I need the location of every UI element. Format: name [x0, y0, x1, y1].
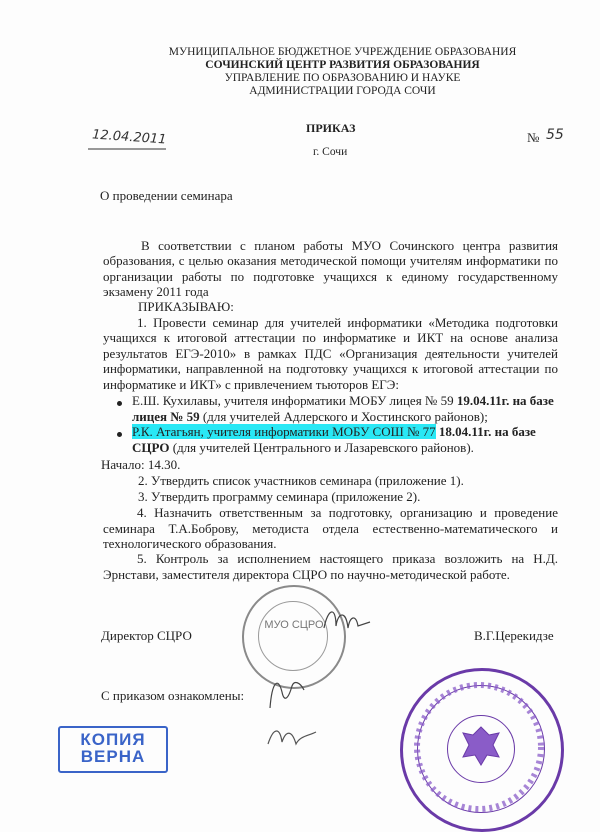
bullet-dot-1: [117, 401, 122, 406]
item-4-text: 4. Назначить ответственным за подготовку, организацию и проведение семинара Т.А.Боброву, методиста отдела естественно-математического и технологического образования.: [103, 505, 558, 551]
acknowledged-label: С приказом ознакомлены:: [101, 688, 245, 703]
order-title: ПРИКАЗ: [306, 121, 356, 135]
item-3: 3. Утвердить программу семинара (приложение 2).: [138, 489, 421, 504]
copy-stamp: КОПИЯ ВЕРНА: [58, 726, 168, 773]
letterhead: [0, 46, 600, 98]
official-stamp: [400, 668, 564, 832]
bullet-2-audience: (для учителей Центрального и Лазаревского районов).: [172, 439, 474, 455]
bullet-2-text: [132, 424, 560, 455]
order-number-label: №: [527, 130, 540, 145]
bullet-dot-2: [117, 432, 122, 437]
signature-position: Директор СЦРО: [101, 628, 192, 643]
order-number: 55: [546, 127, 564, 143]
subject-line: О проведении семинара: [100, 188, 233, 203]
signature-2: [262, 722, 322, 752]
item-5-text: 5. Контроль за исполнением настоящего приказа возложить на Н.Д. Эрнстави, заместителя директора СЦРО по научно-методической работе.: [103, 551, 558, 582]
letterhead-line-3: УПРАВЛЕНИЕ ПО ОБРАЗОВАНИЮ И НАУКЕ: [224, 72, 461, 84]
letterhead-line-1: МУНИЦИПАЛЬНОЕ БЮДЖЕТНОЕ УЧРЕЖДЕНИЕ ОБРАЗОВАНИЯ: [168, 46, 517, 58]
signature-1: [262, 672, 312, 712]
round-stamp-center-text: МУО СЦРО: [264, 619, 324, 631]
letterhead-line-4: АДМИНИСТРАЦИИ ГОРОДА СОЧИ: [249, 85, 436, 97]
bullet-1-date-place: 19.04.11г. на базе лицея № 59: [132, 393, 554, 424]
start-time: Начало: 14.30.: [101, 457, 181, 472]
item-5-paragraph: [103, 551, 558, 582]
date-underline: [88, 146, 168, 152]
item-2: 2. Утвердить список участников семинара (приложение 1).: [138, 473, 464, 488]
item-4-paragraph: [103, 505, 558, 552]
bullet-1-text: [132, 393, 560, 424]
item-1-text: 1. Провести семинар для учителей информатики «Методика подготовки учащихся к итоговой аттестации по информатике и ИКТ на основе анализа результатов ЕГЭ-2010» в рамках ПДС «Организация деятельности учителей информатики, направленной на подготовку учащихся к итоговой аттестации по информатике и ИКТ» с привлечением тьюторов ЕГЭ:: [103, 315, 558, 392]
signature-name: В.Г.Церекидзе: [474, 628, 554, 643]
item-1-paragraph: [103, 315, 558, 392]
bullet-2-place: СЦРО: [132, 439, 170, 455]
bullet-1-name: Е.Ш. Кухилавы, учителя информатики МОБУ лицея № 59: [132, 393, 454, 408]
orders-word: ПРИКАЗЫВАЮ:: [138, 299, 234, 314]
letterhead-line-2: СОЧИНСКИЙ ЦЕНТР РАЗВИТИЯ ОБРАЗОВАНИЯ: [205, 59, 480, 71]
stamp-ring-text-marks: [409, 677, 549, 817]
bullet-2-name-highlighted: Р.К. Атагьян, учителя информатики МОБУ СОШ № 77: [132, 424, 436, 439]
preamble-paragraph: [103, 238, 558, 299]
order-city: г. Сочи: [313, 146, 348, 158]
bullet-1-audience: (для учителей Адлерского и Хостинского районов);: [202, 408, 488, 424]
bullet-2-date-place: 18.04.11г. на базе: [438, 424, 536, 439]
order-date: 12.04.2011: [91, 127, 167, 148]
director-signature: [318, 602, 378, 640]
preamble-text: В соответствии с планом работы МУО Сочинского центра развития образования, с целью оказания методической помощи учителям информатики по организации работы по подготовке учащихся к единому государственному экзамену 2011 года: [103, 238, 558, 299]
